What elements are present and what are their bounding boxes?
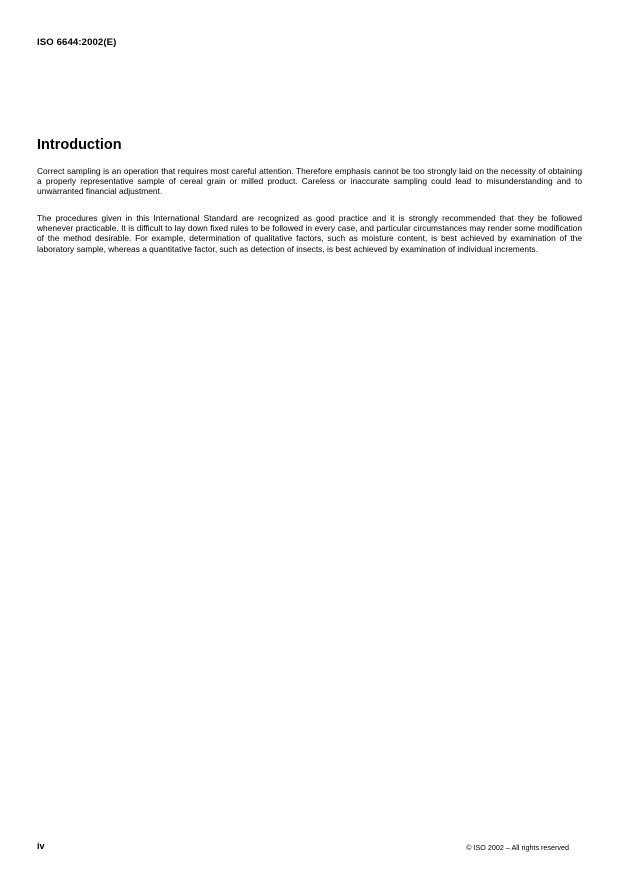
paragraph-sampling-importance: Correct sampling is an operation that requires most careful attention. Therefore emphasis cannot be too strongly laid on the necessity of obtaining a properly representative sample of cereal grain or milled product. Careless or inaccurate sampling could lead to misunderstanding and to unwarranted financial adjustment. xyxy=(37,166,582,197)
page-number: iv xyxy=(37,841,45,851)
document-id-header: ISO 6644:2002(E) xyxy=(37,37,117,48)
copyright-notice: © ISO 2002 – All rights reserved xyxy=(466,843,569,852)
paragraph-procedures: The procedures given in this International Standard are recognized as good practice and it is strongly recommended that they be followed whenever practicable. It is difficult to lay down fixed rules to be followed in every case, and particular circumstances may render some modification of the method desirable. For example, determination of qualitative factors, such as moisture content, is best achieved by examination of the laboratory sample, whereas a quantitative factor, such as detection of insects, is best achieved by examination of individual increments. xyxy=(37,213,582,254)
section-title: Introduction xyxy=(37,137,122,153)
